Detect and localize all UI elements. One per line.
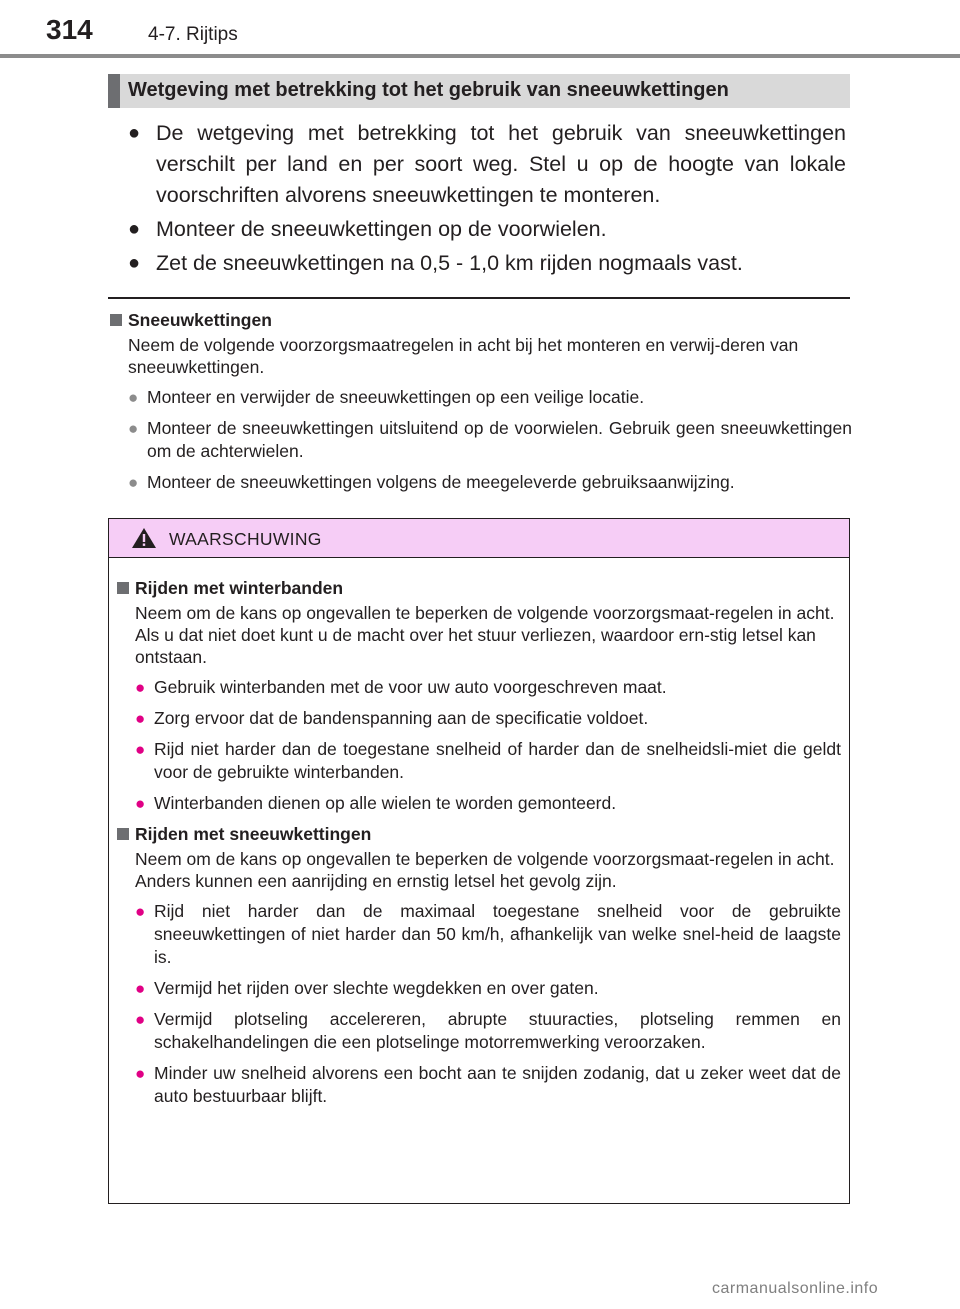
bullet-icon: ● [135,794,146,813]
bullet-icon: ● [128,419,139,438]
list-item [117,707,841,730]
list-item [117,900,841,969]
square-bullet-icon [110,314,122,326]
snow-chains-driving-intro-2: Anders kunnen een aanrijding en ernstig letsel het gevolg zijn. [135,871,617,891]
list-item [128,248,846,279]
bullet-icon: ● [128,252,141,274]
topic-marker [108,74,120,108]
heading-text: Rijden met sneeuwkettingen [135,824,372,844]
warning-body [117,577,841,1108]
bullet-icon: ● [128,218,141,240]
bullet-text: Minder uw snelheid alvorens een bocht aan te snijden zodanig, dat u zeker weet dat de auto bestuurbaar blijft. [154,1063,841,1106]
bullet-icon: ● [135,678,146,697]
warning-header [109,519,849,558]
snow-chains-driving-intro: Neem om de kans op ongevallen te beperken de volgende voorzorgsmaat-regelen in acht. [135,849,835,869]
list-item [117,738,841,784]
list-item [117,676,841,699]
bullet-text: De wetgeving met betrekking tot het gebruik van sneeuwkettingen verschilt per land en per soort weg. Stel u op de hoogte van lokale voorschriften alvorens sneeuwkettingen te monteren. [156,121,846,207]
list-item [117,1008,841,1054]
bullet-text: Vermijd plotseling accelereren, abrupte stuuracties, plotseling remmen en schakelhandelingen die een plotselinge motorremwerking veroorzaken. [154,1009,841,1052]
snow-chains-section [110,309,852,494]
heading-text: Rijden met winterbanden [135,578,344,598]
list-item [110,471,852,494]
topic-bullet-list [128,118,846,282]
snow-chains-heading [110,309,852,331]
winter-tires-heading [117,577,841,599]
snow-chains-intro: Neem de volgende voorzorgsmaatregelen in acht bij het monteren en verwij-deren van sneeuwkettingen. [128,335,799,377]
list-item [110,417,852,463]
page-header [0,0,960,56]
bullet-icon: ● [128,388,139,407]
topic-title-bar [108,74,850,108]
square-bullet-icon [117,828,129,840]
bullet-icon: ● [128,122,141,144]
bullet-text: Monteer de sneeuwkettingen uitsluitend op de voorwielen. Gebruik geen sneeuwkettingen om de achterwielen. [147,418,852,461]
list-item [117,792,841,815]
bullet-icon: ● [135,979,146,998]
topic-title: Wetgeving met betrekking tot het gebruik van sneeuwkettingen [128,79,729,101]
winter-tires-intro: Neem om de kans op ongevallen te beperken de volgende voorzorgsmaat-regelen in acht. [135,603,835,623]
bullet-text: Rijd niet harder dan de maximaal toegestane snelheid voor de gebruikte sneeuwkettingen of niet harder dan 50 km/h, afhankelijk van welke snel-heid de laagste is. [154,901,841,967]
list-item [117,977,841,1000]
bullet-text: Monteer de sneeuwkettingen op de voorwielen. [156,217,607,241]
list-item [117,1062,841,1108]
warning-label: WAARSCHUWING [169,529,322,549]
section-divider [108,297,850,299]
page-number: 314 [46,14,93,45]
bullet-text: Winterbanden dienen op alle wielen te worden gemonteerd. [154,793,617,813]
heading-text: Sneeuwkettingen [128,310,272,330]
bullet-text: Rijd niet harder dan de toegestane snelheid of harder dan de snelheidsli-miet die geldt voor de gebruikte winterbanden. [154,739,841,782]
list-item [128,214,846,245]
section-title: 4-7. Rijtips [148,24,238,45]
bullet-icon: ● [135,1010,146,1029]
bullet-text: Monteer de sneeuwkettingen volgens de meegeleverde gebruiksaanwijzing. [147,472,735,492]
snow-chains-driving-heading [117,823,841,845]
header-rule [0,54,960,58]
bullet-icon: ● [135,902,146,921]
bullet-icon: ● [128,473,139,492]
winter-tires-intro-2: Als u dat niet doet kunt u de macht over het stuur verliezen, waardoor ern-stig letsel kan ontstaan. [135,625,816,667]
bullet-text: Zorg ervoor dat de bandenspanning aan de specificatie voldoet. [154,708,649,728]
bullet-text: Monteer en verwijder de sneeuwkettingen op een veilige locatie. [147,387,645,407]
list-item [110,386,852,409]
bullet-icon: ● [135,709,146,728]
list-item [128,118,846,211]
bullet-icon: ● [135,740,146,759]
warning-box [108,518,850,1204]
warning-triangle-icon [131,527,157,549]
bullet-text: Gebruik winterbanden met de voor uw auto voorgeschreven maat. [154,677,667,697]
watermark: carmanualsonline.info [712,1280,879,1297]
bullet-icon: ● [135,1064,146,1083]
bullet-text: Vermijd het rijden over slechte wegdekken en over gaten. [154,978,599,998]
square-bullet-icon [117,582,129,594]
bullet-text: Zet de sneeuwkettingen na 0,5 - 1,0 km rijden nogmaals vast. [156,251,743,275]
